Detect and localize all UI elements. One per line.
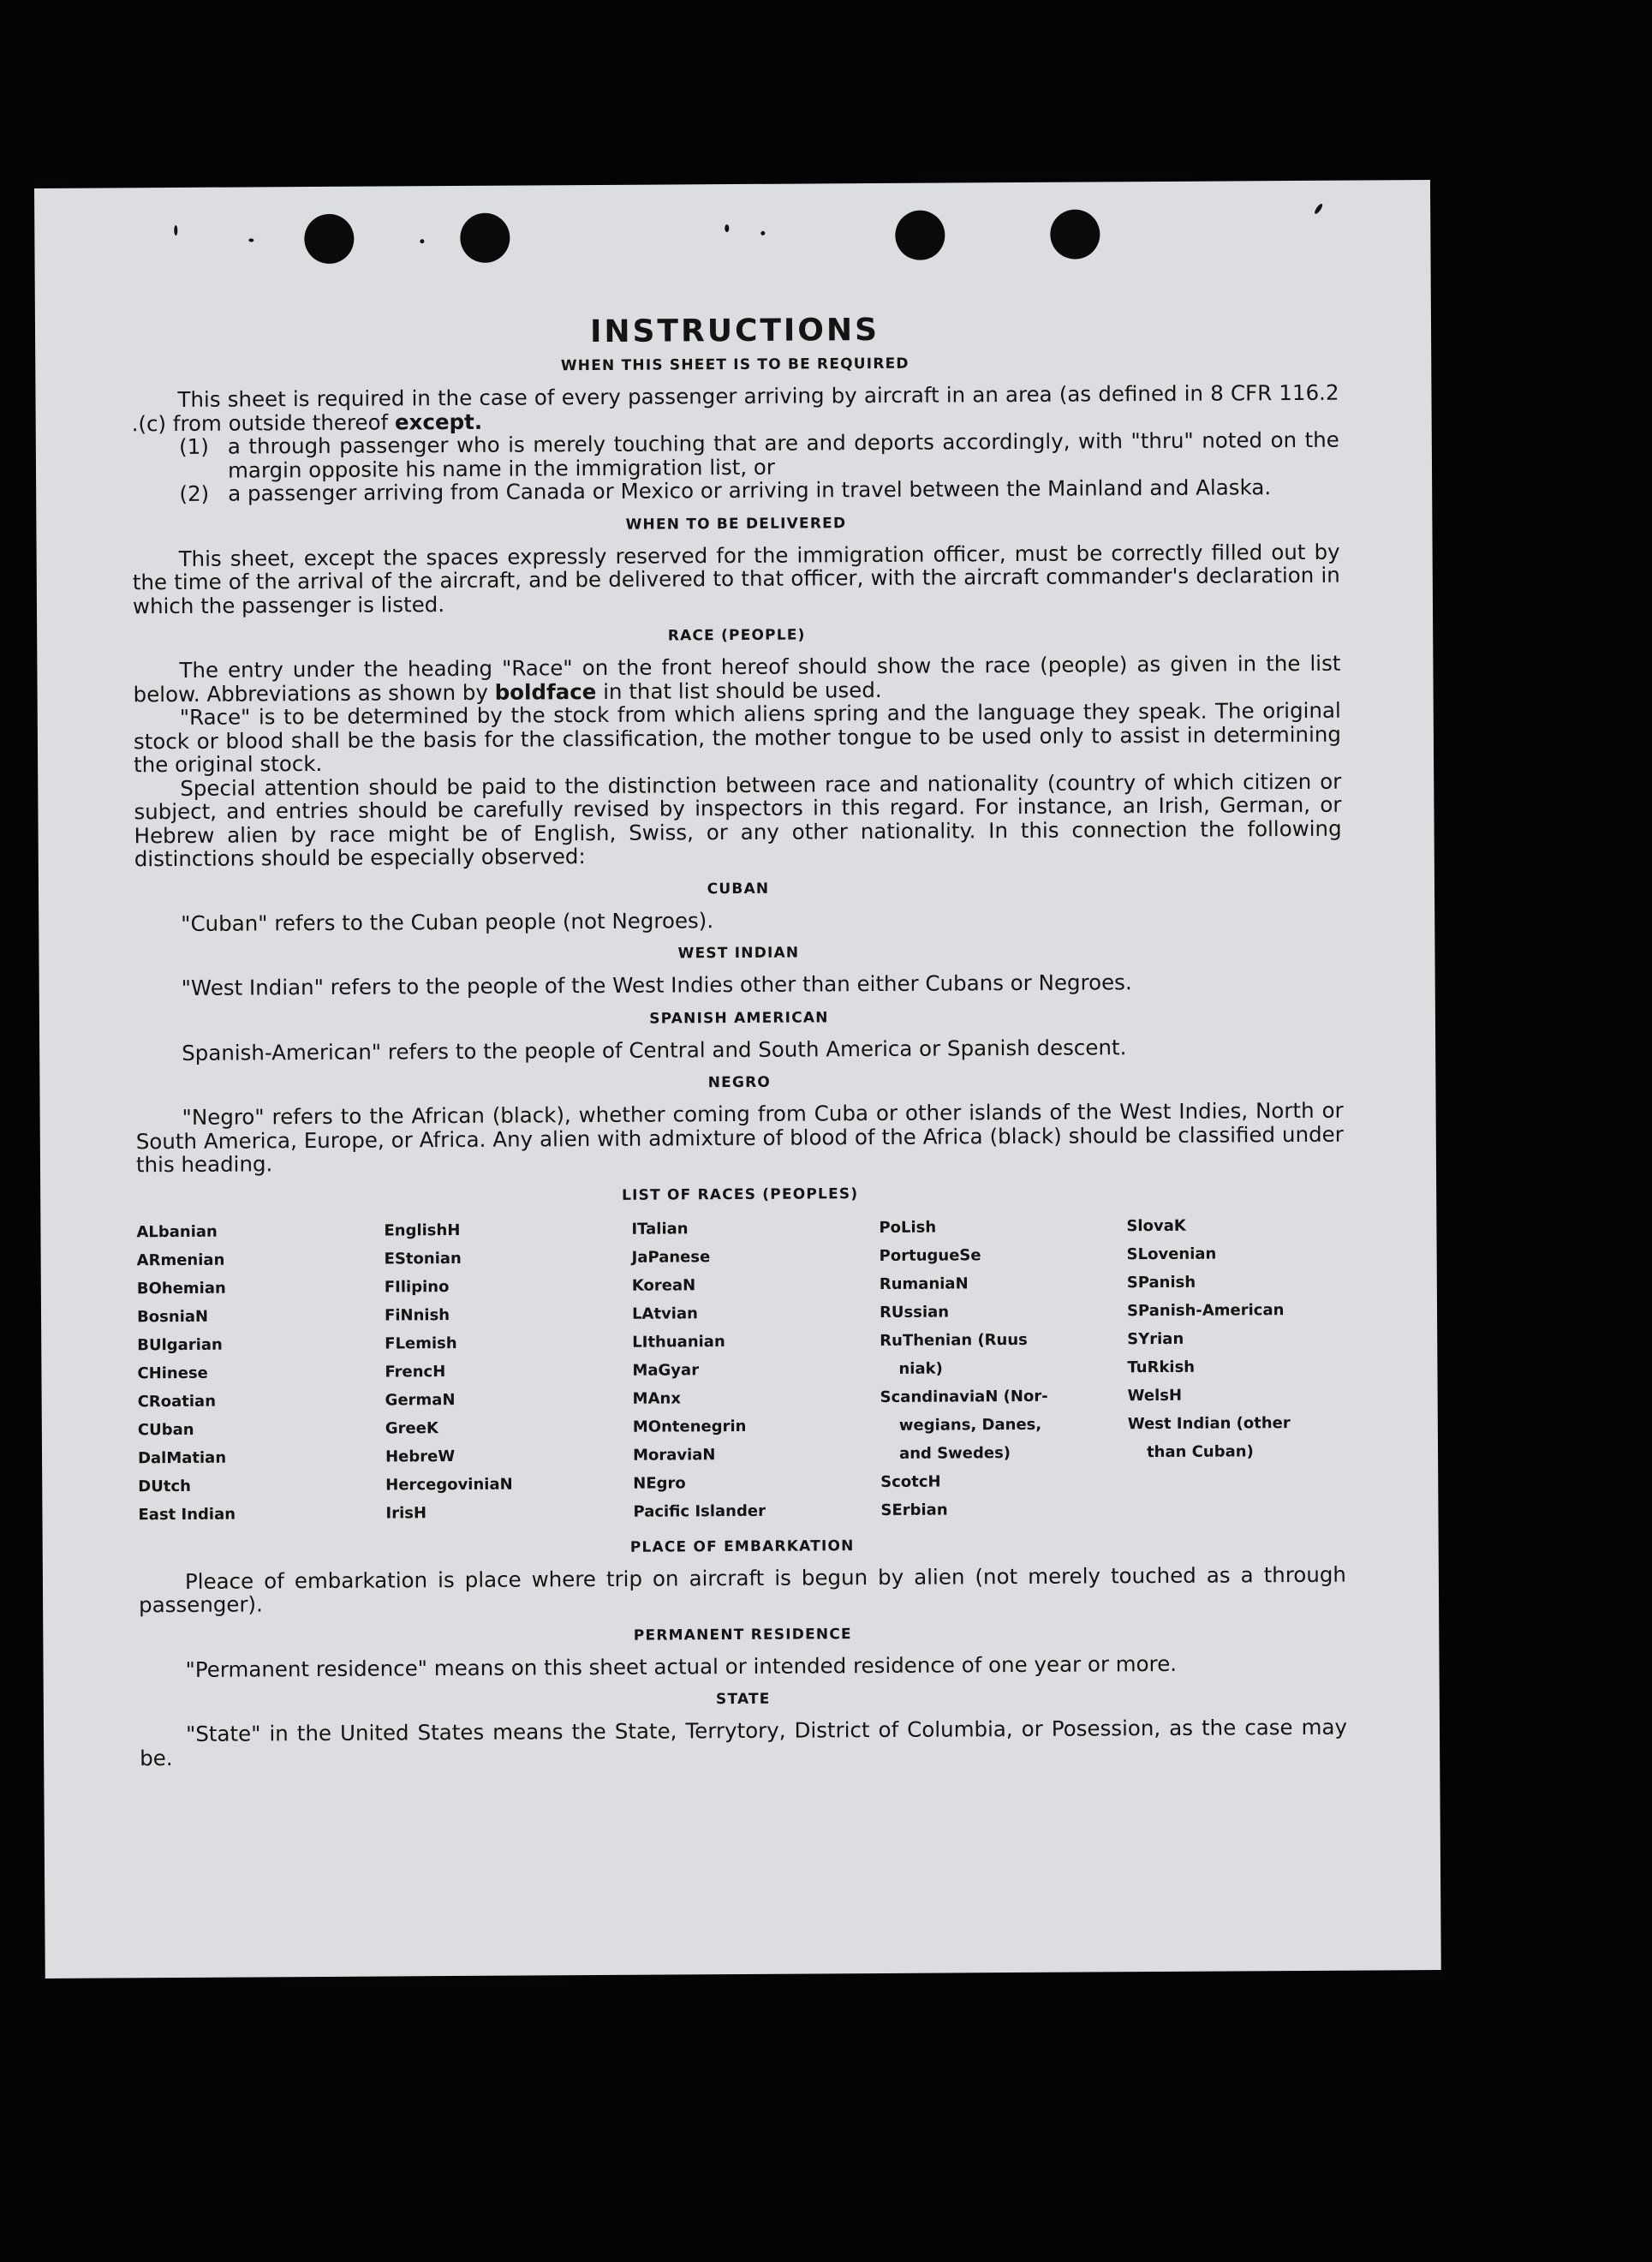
race-entry: ScandinaviaN (Nor-	[880, 1387, 1048, 1406]
race-entry: FrencH	[385, 1362, 446, 1382]
paragraph: Pleace of embarkation is place where trip on aircraft is begun by alien (not merely touched as a through passenger).	[139, 1561, 1346, 1618]
race-entry: CRoatian	[137, 1392, 217, 1411]
section-heading: WEST INDIAN	[677, 944, 800, 963]
speck	[725, 224, 729, 232]
numbered-item: (2) a passenger arriving from Canada or Mexico or arriving in travel between the Mainland and Alaska.	[179, 474, 1272, 506]
race-entry: SYrian	[1127, 1329, 1184, 1348]
speck	[760, 231, 765, 236]
race-entry: SPanish	[1126, 1273, 1196, 1292]
race-entry: PortugueSe	[879, 1245, 981, 1265]
punch-hole	[304, 214, 354, 264]
race-entry: JaPanese	[631, 1247, 711, 1267]
race-list	[136, 1210, 1345, 1529]
speck	[420, 239, 424, 243]
race-entry: HebreW	[385, 1447, 456, 1466]
section-heading: LIST OF RACES (PEOPLES)	[622, 1185, 859, 1204]
race-column	[879, 1212, 1128, 1525]
race-entry: MOntenegrin	[632, 1417, 747, 1436]
document-sheet	[34, 180, 1441, 1979]
race-entry: LIthuanian	[632, 1332, 725, 1352]
section-heading: PLACE OF EMBARKATION	[629, 1537, 855, 1556]
section-heading: WHEN TO BE DELIVERED	[625, 514, 847, 534]
race-entry: ALbanian	[136, 1222, 218, 1241]
numbered-item: (1) a through passenger who is merely touching that are and deports accordingly, with "thru" noted on the margin opposite his name in the immigration list, or	[179, 427, 1339, 483]
paragraph: Spanish-American" refers to the people of Central and South America or Spanish descent.	[182, 1034, 1127, 1065]
race-column	[136, 1216, 385, 1529]
race-entry: RUssian	[879, 1303, 950, 1322]
race-entry: IrisH	[385, 1503, 427, 1523]
paragraph: "State" in the United States means the State, Terrytory, District of Columbia, or Posession, as the case may be.	[140, 1714, 1348, 1770]
race-entry: ScotcH	[880, 1472, 941, 1491]
section-heading: NEGRO	[707, 1073, 772, 1092]
race-entry: BUlgarian	[137, 1335, 223, 1354]
section-heading: STATE	[715, 1690, 771, 1709]
section-heading: WHEN THIS SHEET IS TO BE REQUIRED	[560, 355, 909, 375]
race-entry: than Cuban)	[1146, 1441, 1254, 1461]
paragraph: "Race" is to be determined by the stock from which aliens spring and the language they speak. The original stock or blood shall be the basis for the classification, the mother tongue to be used only to assist in determining the original stock.	[133, 697, 1342, 778]
race-entry: LAtvian	[631, 1304, 698, 1323]
race-entry: West Indian (other	[1127, 1413, 1291, 1433]
race-entry: HercegoviniaN	[385, 1475, 513, 1495]
race-entry: SPanish-American	[1126, 1300, 1285, 1320]
race-entry: East Indian	[138, 1505, 236, 1524]
race-entry: DUtch	[138, 1477, 191, 1495]
section-heading: PERMANENT RESIDENCE	[633, 1625, 852, 1644]
race-entry: BosniaN	[136, 1307, 209, 1326]
race-entry: RumaniaN	[879, 1274, 969, 1293]
race-entry: MoraviaN	[632, 1445, 716, 1465]
instructions-content	[131, 311, 1347, 1770]
race-entry: niak)	[898, 1359, 943, 1378]
race-entry: GermaN	[385, 1390, 456, 1410]
section-heading: RACE (PEOPLE)	[667, 626, 806, 645]
speck	[1314, 203, 1324, 215]
race-entry: FIlipino	[384, 1277, 450, 1297]
race-entry: wegians, Danes,	[898, 1415, 1042, 1435]
race-entry: EStonian	[384, 1249, 462, 1268]
race-entry: FiNnish	[384, 1305, 450, 1325]
race-column	[1126, 1210, 1375, 1523]
paragraph: Special attention should be paid to the distinction between race and nationality (country of which citizen or subject, and entries should be carefully revised by inspectors in this regard. For instance, an Irish, German, or Hebrew alien by race might be of English, Swiss, or any other nationality. In this connection the following distinctions should be especially observed:	[134, 768, 1342, 872]
race-entry: BOhemian	[136, 1279, 226, 1298]
race-entry: EnglishH	[384, 1221, 461, 1240]
page-title: INSTRUCTIONS	[589, 312, 880, 350]
punch-hole	[1050, 209, 1100, 259]
race-entry: TuRkish	[1127, 1358, 1196, 1376]
race-column	[384, 1215, 633, 1527]
paragraph: "Permanent residence" means on this sheet actual or intended residence of one year or more.	[185, 1650, 1178, 1682]
paragraph: "West Indian" refers to the people of the West Indies other than either Cubans or Negroes.	[181, 970, 1132, 1000]
race-entry: PoLish	[879, 1218, 937, 1237]
race-entry: ARmenian	[136, 1250, 225, 1269]
race-entry: SErbian	[880, 1501, 948, 1519]
speck	[248, 238, 253, 242]
race-entry: Pacific Islander	[633, 1501, 766, 1521]
race-entry: MaGyar	[632, 1360, 700, 1380]
race-entry: CUban	[137, 1420, 194, 1439]
race-entry: RuThenian (Ruus	[880, 1330, 1028, 1350]
speck	[174, 225, 177, 236]
paragraph: This sheet, except the spaces expressly reserved for the immigration officer, must be correctly filled out by the time of the arrival of the aircraft, and be delivered to that officer, with the aircraft commander's declaration in which the passenger is listed.	[132, 539, 1340, 618]
race-entry: GreeK	[385, 1418, 438, 1438]
race-entry: NEgro	[633, 1473, 686, 1493]
race-entry: ITalian	[631, 1219, 689, 1238]
race-entry: WelsH	[1127, 1386, 1183, 1405]
section-heading: CUBAN	[707, 880, 770, 898]
race-entry: KoreaN	[631, 1275, 696, 1295]
paragraph: This sheet is required in the case of every passenger arriving by aircraft in an area (as defined in 8 CFR 116.2 .(c) from outside thereof except.	[131, 379, 1339, 436]
race-entry: SlovaK	[1126, 1216, 1186, 1235]
punch-hole	[895, 211, 945, 260]
race-column	[631, 1213, 880, 1525]
paragraph: "Negro" refers to the African (black), whether coming from Cuba or other islands of the West Indies, North or South America, Europe, or Africa. Any alien with admixture of blood of the Africa (black) should be classified under this heading.	[135, 1097, 1344, 1178]
section-heading: SPANISH AMERICAN	[649, 1008, 829, 1028]
race-entry: FLemish	[385, 1334, 457, 1353]
race-entry: DalMatian	[137, 1448, 227, 1467]
race-entry: and Swedes)	[898, 1443, 1011, 1463]
punch-hole	[460, 213, 510, 263]
race-entry: CHinese	[137, 1364, 208, 1382]
paragraph: "Cuban" refers to the Cuban people (not Negroes).	[181, 907, 714, 936]
race-entry: MAnx	[632, 1388, 681, 1408]
paragraph: The entry under the heading "Race" on the front hereof should show the race (people) as given in the list below. Abbreviations as shown by boldface in that list should be used.	[133, 650, 1341, 707]
race-entry: SLovenian	[1126, 1244, 1217, 1263]
